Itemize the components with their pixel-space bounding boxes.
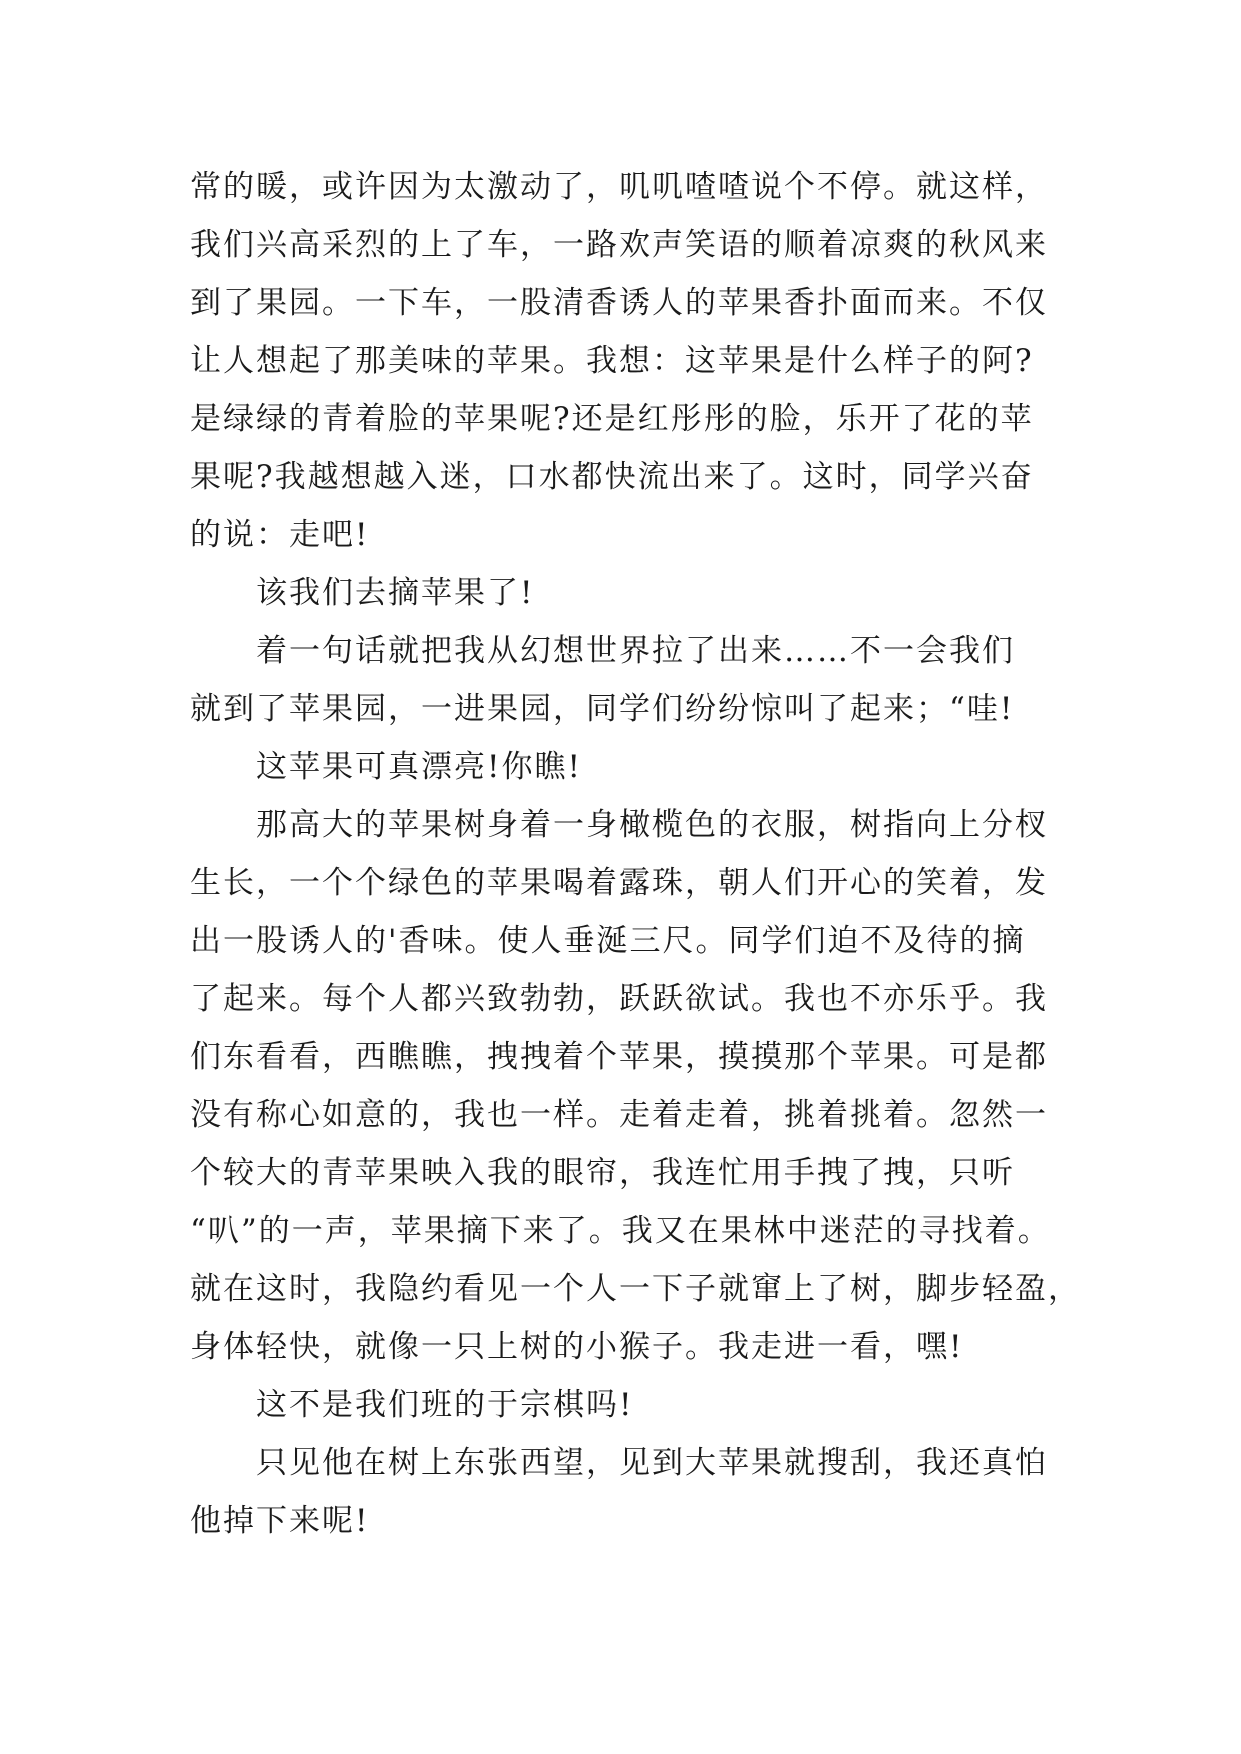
paragraph-start-line: 这不是我们班的于宗棋吗!	[256, 1387, 634, 1423]
text-line: 让人想起了那美味的苹果。我想：这苹果是什么样子的阿?	[190, 343, 1034, 379]
text-line: “叭”的一声，苹果摘下来了。我又在果林中迷茫的寻找着。	[190, 1213, 1051, 1249]
text-line: 没有称心如意的，我也一样。走着走着，挑着挑着。忽然一	[190, 1097, 1048, 1133]
text-line: 出一股诱人的'香味。使人垂涎三尺。同学们迫不及待的摘	[190, 923, 1026, 959]
paragraph-start-line: 该我们去摘苹果了!	[256, 575, 535, 611]
text-line: 我们兴高采烈的上了车，一路欢声笑语的顺着凉爽的秋风来	[190, 227, 1048, 263]
text-line: 果呢?我越想越入迷，口水都快流出来了。这时，同学兴奋	[190, 459, 1034, 495]
paragraph-start-line: 只见他在树上东张西望，见到大苹果就搜刮，我还真怕	[256, 1445, 1048, 1481]
paragraph-start-line: 这苹果可真漂亮!你瞧!	[256, 749, 582, 785]
text-line: 了起来。每个人都兴致勃勃，跃跃欲试。我也不亦乐乎。我	[190, 981, 1048, 1017]
text-line: 个较大的青苹果映入我的眼帘，我连忙用手拽了拽，只听	[190, 1155, 1015, 1191]
text-line: 就在这时，我隐约看见一个人一下子就窜上了树，脚步轻盈，	[190, 1271, 1081, 1307]
paragraph-start-line: 着一句话就把我从幻想世界拉了出来……不一会我们	[256, 633, 1015, 669]
text-line: 他掉下来呢!	[190, 1503, 370, 1539]
text-line: 的说：走吧!	[190, 517, 370, 553]
text-line: 就到了苹果园，一进果园，同学们纷纷惊叫了起来；“哇!	[190, 691, 1015, 727]
text-line: 常的暖，或许因为太激动了，叽叽喳喳说个不停。就这样，	[190, 169, 1048, 205]
text-line: 们东看看，西瞧瞧，拽拽着个苹果，摸摸那个苹果。可是都	[190, 1039, 1048, 1075]
paragraph-start-line: 那高大的苹果树身着一身橄榄色的衣服，树指向上分杈	[256, 807, 1048, 843]
text-line: 身体轻快，就像一只上树的小猴子。我走进一看，嘿!	[190, 1329, 964, 1365]
text-line: 到了果园。一下车，一股清香诱人的苹果香扑面而来。不仅	[190, 285, 1048, 321]
text-line: 生长，一个个绿色的苹果喝着露珠，朝人们开心的笑着，发	[190, 865, 1048, 901]
document-body	[190, 158, 1081, 1550]
text-line: 是绿绿的青着脸的苹果呢?还是红彤彤的脸，乐开了花的苹	[190, 401, 1034, 437]
